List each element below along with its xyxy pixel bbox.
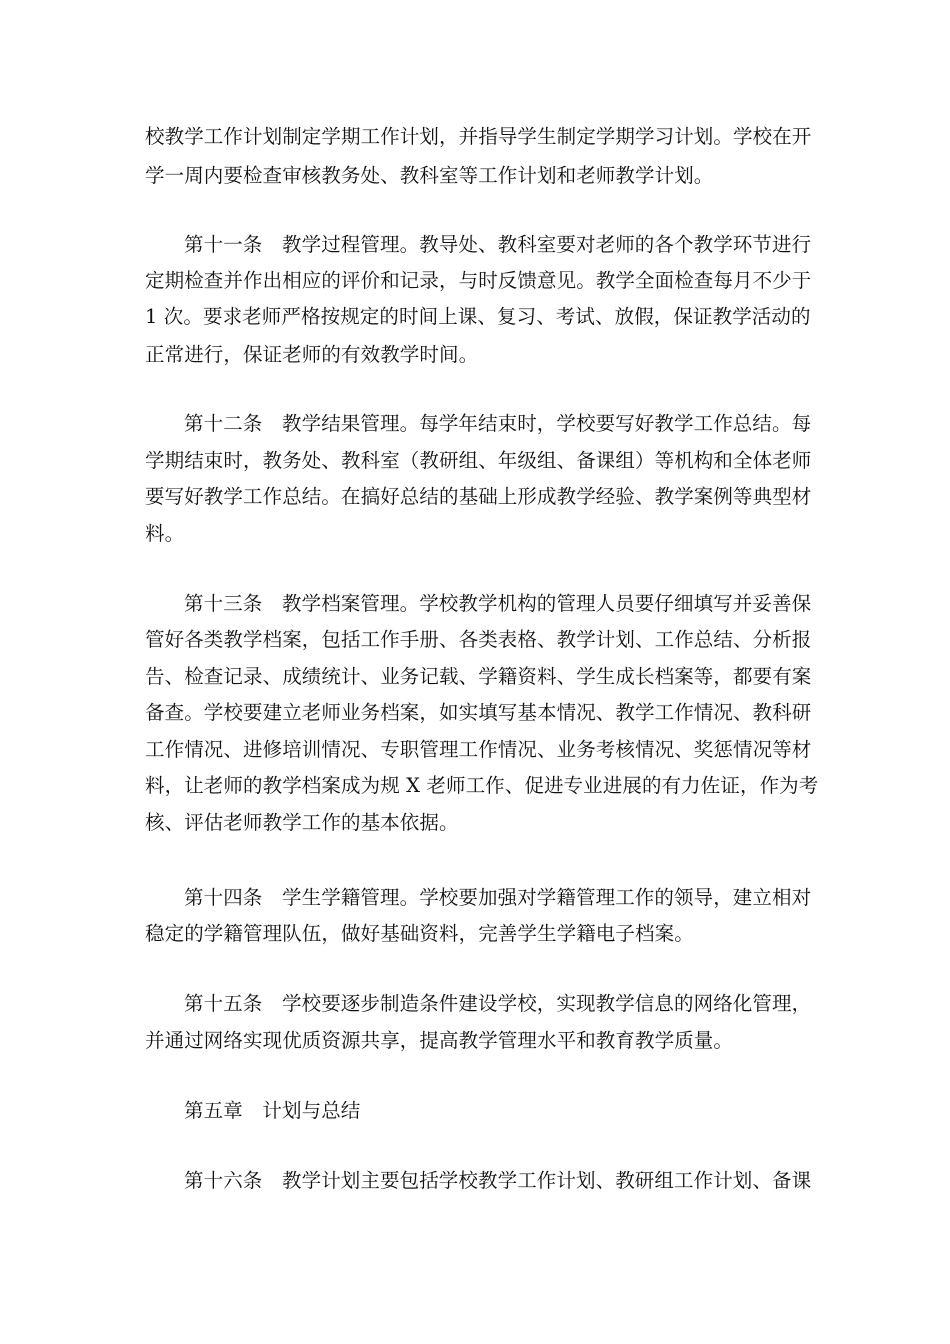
text-line: 管好各类教学档案，包括工作手册、各类表格、教学计划、工作总结、分析报	[145, 628, 812, 651]
text-line: 料。	[145, 522, 185, 545]
text-line: 定期检查并作出相应的评价和记录，与时反馈意见。教学全面检查每月不少于	[145, 269, 812, 292]
text-line: 第十四条 学生学籍管理。学校要加强对学籍管理工作的领导，建立相对	[184, 886, 812, 909]
text-line: 工作情况、进修培训情况、专职管理工作情况、业务考核情况、奖惩情况等材	[145, 738, 812, 761]
text-line: 备查。学校要建立老师业务档案，如实填写基本情况、教学工作情况、教科研	[145, 701, 812, 724]
text-line: 校教学工作计划制定学期工作计划，并指导学生制定学期学习计划。学校在开	[145, 125, 812, 148]
text-line: 1 次。要求老师严格按规定的时间上课、复习、考试、放假，保证教学活动的	[145, 305, 811, 328]
text-line: 告、检查记录、成绩统计、业务记载、学籍资料、学生成长档案等，都要有案	[145, 665, 812, 688]
text-line: 第十一条 教学过程管理。教导处、教科室要对老师的各个教学环节进行	[184, 233, 812, 256]
text-line: 学一周内要检查审核教务处、教科室等工作计划和老师教学计划。	[145, 164, 714, 187]
text-line: 料，让老师的教学档案成为规 X 老师工作、促进专业进展的有力佐证，作为考	[145, 774, 819, 797]
text-line: 稳定的学籍管理队伍，做好基础资料，完善学生学籍电子档案。	[145, 922, 694, 945]
text-line: 正常进行，保证老师的有效教学时间。	[145, 343, 479, 366]
text-line: 第十三条 教学档案管理。学校教学机构的管理人员要仔细填写并妥善保	[184, 592, 812, 615]
text-line: 第十二条 教学结果管理。每学年结束时，学校要写好教学工作总结。每	[184, 412, 812, 435]
text-line: 并通过网络实现优质资源共享，提高教学管理水平和教育教学质量。	[145, 1029, 734, 1052]
text-line: 核、评估老师教学工作的基本依据。	[145, 811, 459, 834]
text-line: 第十六条 教学计划主要包括学校教学工作计划、教研组工作计划、备课	[184, 1169, 812, 1192]
text-line: 学期结束时，教务处、教科室（教研组、年级组、备课组）等机构和全体老师	[145, 449, 812, 472]
text-line: 要写好教学工作总结。在搞好总结的基础上形成教学经验、教学案例等典型材	[145, 485, 812, 508]
text-line: 第十五条 学校要逐步制造条件建设学校，实现教学信息的网络化管理，	[184, 992, 812, 1015]
chapter-heading: 第五章 计划与总结	[184, 1099, 361, 1122]
